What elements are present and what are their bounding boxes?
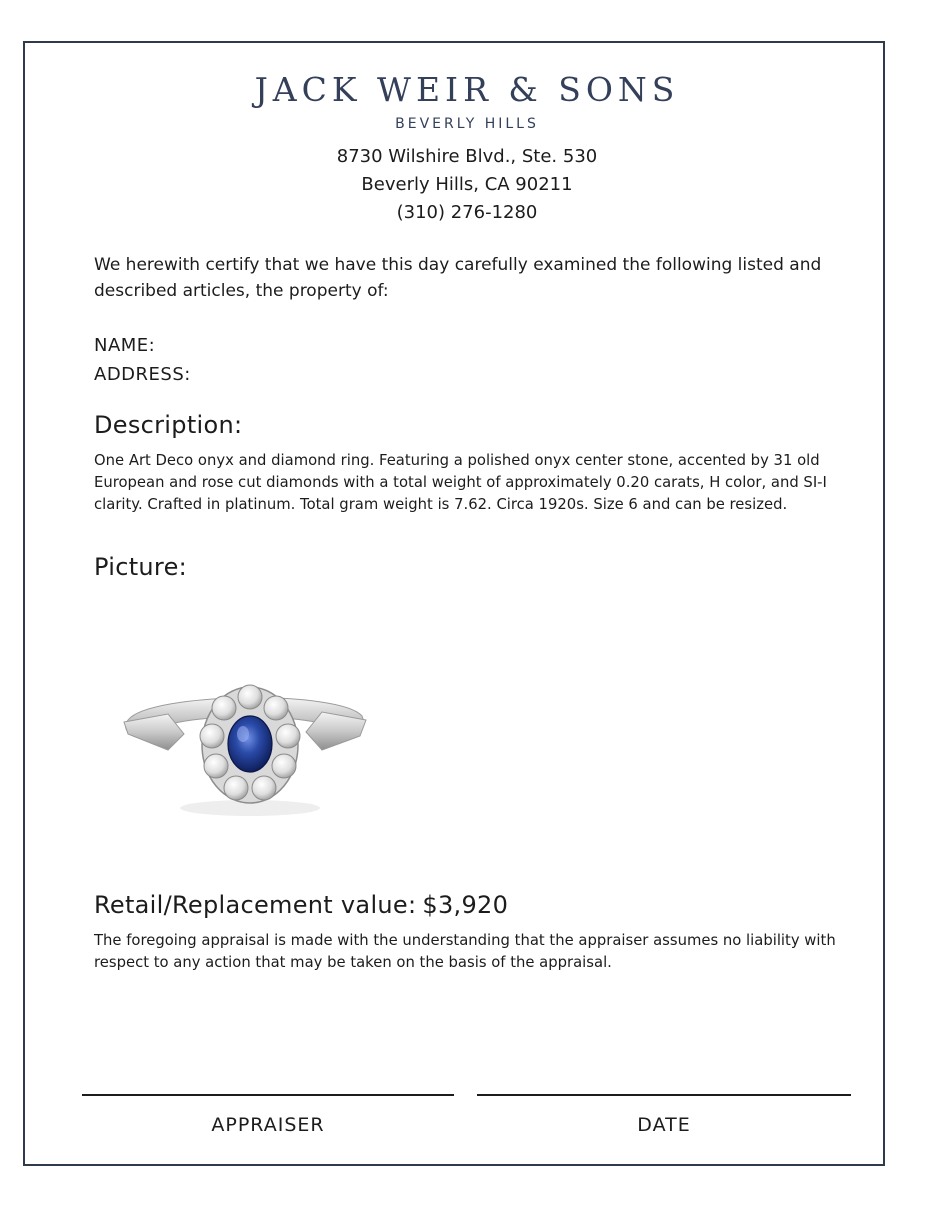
date-signature-line xyxy=(477,1094,851,1096)
picture-heading: Picture: xyxy=(94,553,188,581)
diamond-2 xyxy=(264,696,288,720)
diamond-6 xyxy=(224,776,248,800)
diamond-3 xyxy=(276,724,300,748)
appraiser-label: APPRAISER xyxy=(211,1114,325,1136)
address-line-1: 8730 Wilshire Blvd., Ste. 530 xyxy=(336,146,598,167)
retail-value xyxy=(94,891,514,919)
brand-logo-name: JACK WEIR & SONS xyxy=(254,70,680,109)
diamond-4 xyxy=(272,754,296,778)
phone-number: (310) 276-1280 xyxy=(396,202,538,223)
appraisal-disclaimer: The foregoing appraisal is made with the understanding that the appraiser assumes no liability with respect to any action that may be taken on the basis of the appraisal. xyxy=(94,932,836,971)
address-label: ADDRESS: xyxy=(94,364,191,385)
date-label: DATE xyxy=(637,1114,691,1136)
diamond-5 xyxy=(252,776,276,800)
center-stone xyxy=(228,716,272,772)
description-text: One Art Deco onyx and diamond ring. Featuring a polished onyx center stone, accented by 31 old European and rose cut diamonds with a total weight of approximately 0.20 carats, H color, and SI-I clarity. Crafted in platinum. Total gram weight is 7.62. Circa 1920s. Size 6 and can be resized. xyxy=(94,452,827,513)
diamond-8 xyxy=(200,724,224,748)
address-line-2: Beverly Hills, CA 90211 xyxy=(361,174,573,195)
ring-photo xyxy=(110,650,380,830)
brand-logo-subtitle: BEVERLY HILLS xyxy=(395,116,539,132)
diamond-9 xyxy=(212,696,236,720)
diamond-7 xyxy=(204,754,228,778)
appraiser-signature-line xyxy=(82,1094,454,1096)
description-heading: Description: xyxy=(94,411,243,439)
diamond-1 xyxy=(238,685,262,709)
retail-value-label: Retail/Replacement value: xyxy=(94,891,417,919)
retail-value-amount: $3,920 xyxy=(422,891,509,919)
certification-statement: We herewith certify that we have this day carefully examined the following listed and described articles, the property of: xyxy=(94,255,822,301)
name-label: NAME: xyxy=(94,335,156,356)
